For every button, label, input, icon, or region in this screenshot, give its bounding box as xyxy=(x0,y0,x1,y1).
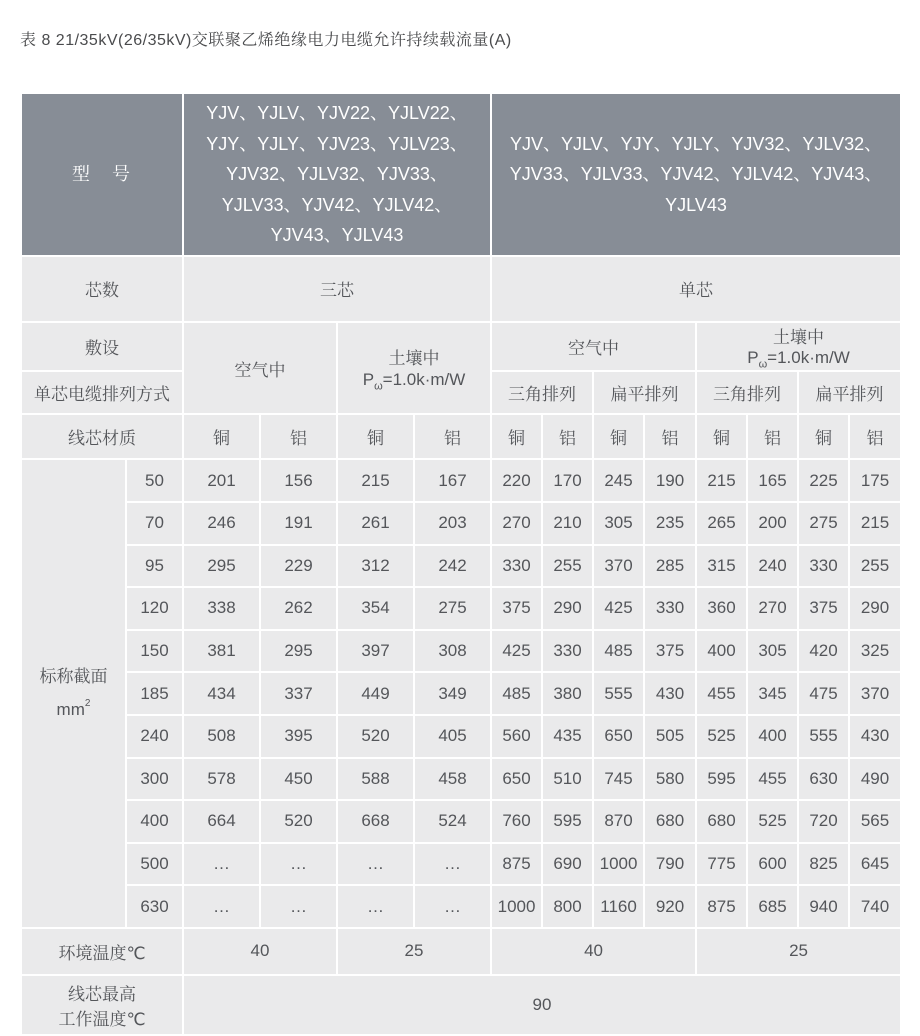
ampacity-value: 275 xyxy=(414,587,491,630)
ampacity-value: 520 xyxy=(260,800,337,843)
ampacity-value: 508 xyxy=(183,715,260,758)
ampacity-value: 505 xyxy=(644,715,696,758)
ampacity-value: 740 xyxy=(849,885,901,928)
ampacity-value: 775 xyxy=(696,843,747,886)
ampacity-value: 235 xyxy=(644,502,696,545)
ampacity-value: 170 xyxy=(542,459,593,502)
ampacity-value: 555 xyxy=(798,715,849,758)
ampacity-value: 175 xyxy=(849,459,901,502)
model-header-row xyxy=(21,93,901,256)
ampacity-value: 354 xyxy=(337,587,414,630)
ampacity-value: 285 xyxy=(644,545,696,588)
data-row xyxy=(21,459,901,502)
ampacity-value: … xyxy=(414,885,491,928)
data-row xyxy=(21,843,901,886)
material-copper: 铜 xyxy=(593,414,644,459)
ampacity-value: 330 xyxy=(542,630,593,673)
ampacity-value: 650 xyxy=(491,758,542,801)
ampacity-value: 425 xyxy=(593,587,644,630)
ampacity-value: 650 xyxy=(593,715,644,758)
ampacity-value: 475 xyxy=(798,672,849,715)
ampacity-value: … xyxy=(260,843,337,886)
material-copper: 铜 xyxy=(696,414,747,459)
ampacity-value: 1000 xyxy=(593,843,644,886)
air-flat-header: 扁平排列 xyxy=(593,371,696,414)
ampacity-value: 210 xyxy=(542,502,593,545)
ampacity-value: 920 xyxy=(644,885,696,928)
max-temp-label: 线芯最高 工作温度℃ xyxy=(21,975,183,1035)
ampacity-value: 555 xyxy=(593,672,644,715)
ampacity-value: 430 xyxy=(644,672,696,715)
ampacity-value: 295 xyxy=(183,545,260,588)
ampacity-value: 720 xyxy=(798,800,849,843)
air-triangle-header: 三角排列 xyxy=(491,371,593,414)
ampacity-value: 275 xyxy=(798,502,849,545)
data-row xyxy=(21,672,901,715)
model-list-single-core: YJV、YJLV、YJY、YJLY、YJV32、YJLV32、YJV33、YJLV33、YJV42、YJLV42、YJV43、YJLV43 xyxy=(491,93,901,256)
ampacity-value: 1000 xyxy=(491,885,542,928)
soil-label: 土壤中 xyxy=(773,327,825,347)
ampacity-value: 458 xyxy=(414,758,491,801)
section-size: 50 xyxy=(126,459,183,502)
ampacity-value: 312 xyxy=(337,545,414,588)
ampacity-value: 525 xyxy=(747,800,798,843)
ampacity-value: 229 xyxy=(260,545,337,588)
ampacity-value: 245 xyxy=(593,459,644,502)
ampacity-value: 455 xyxy=(747,758,798,801)
ampacity-value: 588 xyxy=(337,758,414,801)
ampacity-value: 485 xyxy=(593,630,644,673)
ampacity-value: 435 xyxy=(542,715,593,758)
ampacity-value: 565 xyxy=(849,800,901,843)
material-aluminum: 铝 xyxy=(644,414,696,459)
ampacity-value: 400 xyxy=(747,715,798,758)
ampacity-value: 330 xyxy=(798,545,849,588)
ampacity-value: 190 xyxy=(644,459,696,502)
ampacity-value: 400 xyxy=(696,630,747,673)
material-copper: 铜 xyxy=(798,414,849,459)
ampacity-value: 338 xyxy=(183,587,260,630)
material-aluminum: 铝 xyxy=(747,414,798,459)
ampacity-value: 595 xyxy=(696,758,747,801)
material-row xyxy=(21,414,901,459)
ampacity-value: 455 xyxy=(696,672,747,715)
ampacity-value: 395 xyxy=(260,715,337,758)
ampacity-value: 800 xyxy=(542,885,593,928)
ampacity-value: 375 xyxy=(491,587,542,630)
ampacity-table xyxy=(20,92,902,1036)
material-aluminum: 铝 xyxy=(542,414,593,459)
ampacity-value: 875 xyxy=(491,843,542,886)
ambient-value: 25 xyxy=(337,928,491,975)
ampacity-value: 875 xyxy=(696,885,747,928)
ampacity-value: 165 xyxy=(747,459,798,502)
ampacity-value: … xyxy=(183,843,260,886)
ampacity-value: 225 xyxy=(798,459,849,502)
soil-flat-header: 扁平排列 xyxy=(798,371,901,414)
ampacity-value: 156 xyxy=(260,459,337,502)
max-working-temperature-row xyxy=(21,975,901,1035)
ampacity-value: 191 xyxy=(260,502,337,545)
section-size: 150 xyxy=(126,630,183,673)
ampacity-value: 1160 xyxy=(593,885,644,928)
ampacity-value: 255 xyxy=(849,545,901,588)
ampacity-value: 215 xyxy=(849,502,901,545)
ampacity-value: 690 xyxy=(542,843,593,886)
soil-label: 土壤中 xyxy=(388,348,440,368)
ambient-value: 40 xyxy=(491,928,696,975)
laying-label: 敷设 xyxy=(21,322,183,371)
ampacity-value: 215 xyxy=(337,459,414,502)
ampacity-value: 200 xyxy=(747,502,798,545)
ampacity-value: 265 xyxy=(696,502,747,545)
ampacity-value: 375 xyxy=(644,630,696,673)
ampacity-value: 380 xyxy=(542,672,593,715)
section-size: 70 xyxy=(126,502,183,545)
section-size: 500 xyxy=(126,843,183,886)
material-aluminum: 铝 xyxy=(260,414,337,459)
ampacity-value: 370 xyxy=(849,672,901,715)
soil-thermal-resistivity: $P_\omega=1.0k\cdot m/W$ xyxy=(747,347,850,371)
ampacity-value: 600 xyxy=(747,843,798,886)
ampacity-value: 360 xyxy=(696,587,747,630)
ampacity-value: 940 xyxy=(798,885,849,928)
arrangement-label: 单芯电缆排列方式 xyxy=(21,371,183,414)
ampacity-value: 345 xyxy=(747,672,798,715)
ampacity-value: 290 xyxy=(849,587,901,630)
data-row xyxy=(21,545,901,588)
material-copper: 铜 xyxy=(491,414,542,459)
model-label: 型 号 xyxy=(21,93,183,256)
ampacity-value: 375 xyxy=(798,587,849,630)
ampacity-value: 490 xyxy=(849,758,901,801)
ampacity-value: 578 xyxy=(183,758,260,801)
ambient-value: 40 xyxy=(183,928,337,975)
ampacity-value: 580 xyxy=(644,758,696,801)
ampacity-value: 450 xyxy=(260,758,337,801)
ampacity-value: … xyxy=(337,843,414,886)
data-rows-body xyxy=(21,459,901,928)
soil-triangle-header: 三角排列 xyxy=(696,371,798,414)
material-aluminum: 铝 xyxy=(849,414,901,459)
section-size: 95 xyxy=(126,545,183,588)
ampacity-value: 745 xyxy=(593,758,644,801)
ambient-value: 25 xyxy=(696,928,901,975)
ampacity-value: 420 xyxy=(798,630,849,673)
three-core-air-header: 空气中 xyxy=(183,322,337,414)
ampacity-value: 397 xyxy=(337,630,414,673)
data-row xyxy=(21,630,901,673)
ampacity-value: … xyxy=(183,885,260,928)
ampacity-value: 381 xyxy=(183,630,260,673)
ampacity-value: … xyxy=(414,843,491,886)
ampacity-value: 825 xyxy=(798,843,849,886)
ampacity-value: 242 xyxy=(414,545,491,588)
ampacity-value: 595 xyxy=(542,800,593,843)
cores-row xyxy=(21,256,901,322)
ampacity-value: 255 xyxy=(542,545,593,588)
ampacity-value: 295 xyxy=(260,630,337,673)
section-size: 240 xyxy=(126,715,183,758)
ampacity-value: 630 xyxy=(798,758,849,801)
section-size: 185 xyxy=(126,672,183,715)
ampacity-value: 330 xyxy=(491,545,542,588)
ampacity-value: 430 xyxy=(849,715,901,758)
material-copper: 铜 xyxy=(183,414,260,459)
ampacity-value: 485 xyxy=(491,672,542,715)
data-row xyxy=(21,502,901,545)
ampacity-value: 349 xyxy=(414,672,491,715)
data-row xyxy=(21,758,901,801)
material-copper: 铜 xyxy=(337,414,414,459)
section-size: 300 xyxy=(126,758,183,801)
ambient-temperature-row xyxy=(21,928,901,975)
ampacity-value: 215 xyxy=(696,459,747,502)
ampacity-value: 790 xyxy=(644,843,696,886)
ampacity-value: 240 xyxy=(747,545,798,588)
ampacity-value: 425 xyxy=(491,630,542,673)
ampacity-value: … xyxy=(337,885,414,928)
ampacity-value: 525 xyxy=(696,715,747,758)
ampacity-value: 262 xyxy=(260,587,337,630)
ampacity-value: 290 xyxy=(542,587,593,630)
ampacity-value: 664 xyxy=(183,800,260,843)
material-label: 线芯材质 xyxy=(21,414,183,459)
ampacity-value: 510 xyxy=(542,758,593,801)
max-temp-value: 90 xyxy=(183,975,901,1035)
ampacity-value: 203 xyxy=(414,502,491,545)
ambient-label: 环境温度℃ xyxy=(21,928,183,975)
ampacity-value: 370 xyxy=(593,545,644,588)
ampacity-value: 449 xyxy=(337,672,414,715)
ampacity-value: 325 xyxy=(849,630,901,673)
ampacity-value: 405 xyxy=(414,715,491,758)
ampacity-value: 270 xyxy=(747,587,798,630)
single-core-soil-header xyxy=(696,322,901,371)
soil-thermal-resistivity: $P_\omega=1.0k\cdot m/W$ xyxy=(362,369,466,393)
ampacity-value: 520 xyxy=(337,715,414,758)
section-size: 400 xyxy=(126,800,183,843)
ampacity-value: 246 xyxy=(183,502,260,545)
ampacity-value: 201 xyxy=(183,459,260,502)
table-title: 表 8 21/35kV(26/35kV)交联聚乙烯绝缘电力电缆允许持续载流量(A) xyxy=(20,32,512,49)
data-row xyxy=(21,885,901,928)
section-size: 630 xyxy=(126,885,183,928)
model-list-three-core: YJV、YJLV、YJV22、YJLV22、YJY、YJLY、YJV23、YJLV23、YJV32、YJLV32、YJV33、YJLV33、YJV42、YJLV42、YJV43、YJLV43 xyxy=(183,93,491,256)
ampacity-value: 524 xyxy=(414,800,491,843)
data-row xyxy=(21,587,901,630)
three-core-soil-header xyxy=(337,322,491,414)
ampacity-value: 305 xyxy=(593,502,644,545)
cores-label: 芯数 xyxy=(21,256,183,322)
ampacity-value: 167 xyxy=(414,459,491,502)
data-row xyxy=(21,800,901,843)
single-core-air-header: 空气中 xyxy=(491,322,696,371)
ampacity-value: 220 xyxy=(491,459,542,502)
ampacity-value: 434 xyxy=(183,672,260,715)
ampacity-value: 560 xyxy=(491,715,542,758)
ampacity-value: 308 xyxy=(414,630,491,673)
ampacity-value: 680 xyxy=(644,800,696,843)
ampacity-value: 261 xyxy=(337,502,414,545)
laying-row xyxy=(21,322,901,371)
cores-single: 单芯 xyxy=(491,256,901,322)
ampacity-value: 680 xyxy=(696,800,747,843)
material-aluminum: 铝 xyxy=(414,414,491,459)
section-size: 120 xyxy=(126,587,183,630)
nominal-section-label: 标称截面 $mm^2$ xyxy=(21,459,126,928)
ampacity-value: 870 xyxy=(593,800,644,843)
ampacity-value: 337 xyxy=(260,672,337,715)
ampacity-value: … xyxy=(260,885,337,928)
cores-three: 三芯 xyxy=(183,256,491,322)
data-row xyxy=(21,715,901,758)
ampacity-value: 685 xyxy=(747,885,798,928)
ampacity-value: 668 xyxy=(337,800,414,843)
ampacity-value: 270 xyxy=(491,502,542,545)
ampacity-value: 315 xyxy=(696,545,747,588)
ampacity-value: 760 xyxy=(491,800,542,843)
ampacity-value: 305 xyxy=(747,630,798,673)
ampacity-value: 645 xyxy=(849,843,901,886)
ampacity-value: 330 xyxy=(644,587,696,630)
